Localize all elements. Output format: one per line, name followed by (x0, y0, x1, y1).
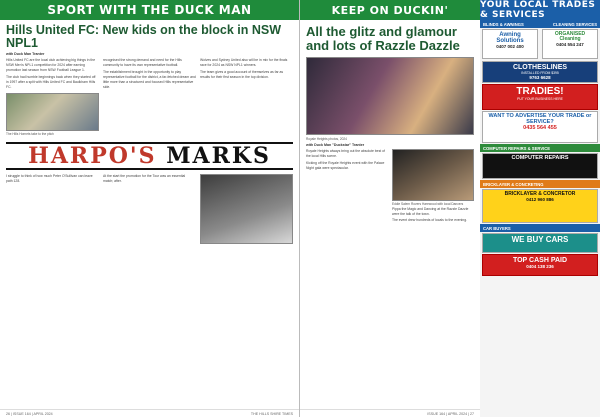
category-car-buyers (480, 224, 600, 232)
category-blinds (480, 20, 600, 28)
ad-phone: 9763 6628 (529, 75, 551, 81)
keep-on-duckin-banner: KEEP ON DUCKIN' (300, 0, 480, 20)
category-label: CLEANING SERVICES (552, 21, 597, 27)
we-buy-cars-ad[interactable] (482, 233, 598, 253)
left-col-1 (6, 58, 99, 136)
mid-col-1 (306, 149, 388, 225)
left-article (0, 56, 299, 138)
mid-headline: All the glitz and glamour and lots of Razzle Dazzle (306, 24, 460, 53)
harpo-photo (200, 174, 293, 244)
bricklayer-ad[interactable] (482, 189, 598, 223)
mid-byline: with Duck Man "Duckstar" Tranter (306, 143, 365, 148)
ad-title: ORGANISED Cleaning (554, 31, 586, 42)
category-computer (480, 144, 600, 152)
paragraph: Kicking off the Royale Heights event with the Palace Night gala were spectacular. (306, 161, 385, 171)
ad-title: WANT TO ADVERTISE YOUR TRADE or SERVICE? (488, 113, 592, 125)
dancers-photo (392, 149, 474, 201)
paragraph: I struggle to think of how much Peter O'Sullivan can leave path 128. (6, 174, 93, 183)
ad-subtitle: INSTALLED FROM $395 (521, 71, 559, 75)
category-label: BRICKLAYER & CONCRETING (483, 181, 544, 187)
left-headline: Hills United FC: New kids on the block in NSW NPL1 (6, 23, 282, 51)
mid-col-2 (392, 149, 474, 225)
tradies-ad[interactable] (482, 84, 598, 110)
ad-phone: 0407 002 400 (496, 44, 524, 49)
publication-name: THE HILLS SHIRE TIMES (250, 411, 293, 416)
left-col-3 (200, 58, 293, 136)
ad-title: TOP CASH PAID (512, 257, 568, 264)
paragraph: Royale Heights always bring out the absolute best of the local Hills scene. (306, 149, 385, 159)
marks-word: MARKS (166, 143, 271, 170)
category-label: CAR BUYERS (483, 225, 511, 231)
category-label: COMPUTER REPAIRS & SERVICE (483, 145, 551, 151)
ad-phone: 0435 564 455 (523, 125, 557, 131)
paragraph: The club had humble beginnings back when they started off in 1997 after a split with Hills United FC and Baulkham Hills FC. (6, 75, 96, 89)
middle-page (300, 0, 480, 417)
ad-title: WE BUY CARS (511, 235, 569, 244)
left-footer (0, 409, 299, 417)
harpo-col-3 (200, 174, 293, 244)
paragraph: recognised the strong demand and need for the Hills community to have its own representative football. (103, 58, 182, 68)
ad-phone: 0412 960 886 (526, 197, 554, 202)
trades-column (480, 0, 600, 417)
paragraph: At the start the promotion for the Tour was an essential match; after. (103, 174, 186, 183)
category-label: BLINDS & AWNINGS (483, 21, 524, 27)
photo-caption: The Hills Hornets take to the pitch (6, 131, 54, 136)
left-byline: with Duck Man Tranter (6, 52, 45, 57)
paragraph: The team gives a good account of themselves as far as results for their first season in the top division. (200, 70, 284, 80)
advertise-ad[interactable] (482, 111, 598, 143)
gala-photo (306, 57, 474, 135)
paragraph: Hills United FC are the local club achieving big things in the NSW Men's NPL1 competition for 2024 after earning promotion last season from NSW Football League 1. (6, 58, 96, 73)
mid-footer (300, 409, 480, 417)
paragraph: Pippa the Magic and Dancing at the Razzle Dazzle were the talk of the town. (392, 206, 469, 216)
computer-ad[interactable] (482, 153, 598, 179)
harpo-article (0, 172, 299, 246)
awning-ad[interactable] (482, 29, 538, 59)
ad-subtitle: PUT YOUR BUSINESS HERE (517, 97, 563, 101)
ad-title: Awning Solutions (496, 32, 524, 44)
ad-title: COMPUTER REPAIRS (511, 155, 569, 161)
right-page-info: ISSUE 164 | APRIL 2024 | 27 (427, 411, 474, 416)
dancers-caption: Eddie Salem Rovers Harewood with local Dancers (392, 202, 464, 207)
team-photo (6, 93, 99, 131)
paragraph: Wolves and Sydney United also will be in mix for the finals race for 2024 as NSW NPL1 winners. (200, 58, 288, 68)
gala-caption: Royale Heights photos, 2024 (306, 137, 347, 142)
category-bricklayer (480, 180, 600, 188)
mid-article (300, 147, 480, 227)
clotheslines-ad[interactable] (482, 61, 598, 83)
trades-banner: YOUR LOCAL TRADES & SERVICES (480, 0, 600, 20)
top-cash-ad[interactable] (482, 254, 598, 276)
ad-phone: 0404 138 236 (526, 264, 554, 269)
harpo-col-1 (6, 174, 99, 244)
ad-title: TRADIES! (516, 86, 564, 97)
ad-title: CLOTHESLINES (512, 64, 568, 71)
left-col-2 (103, 58, 196, 136)
harpo-word: HARPO'S (28, 143, 157, 170)
ad-phone: 0404 554 247 (556, 42, 584, 47)
left-page-info: 26 | ISSUE 164 | APRIL 2024 (6, 411, 53, 416)
cleaning-ad[interactable] (542, 29, 598, 59)
sport-banner: SPORT WITH THE DUCK MAN (0, 0, 299, 20)
paragraph: The event drew hundreds of locals to the evening. (392, 218, 468, 223)
ad-row-1 (480, 28, 600, 60)
harpo-col-2 (103, 174, 196, 244)
paragraph: The establishment brought in the opportunity to play representative football for the district, a far-fetched dream and little more than a structured and focused Hills representative side. (103, 70, 196, 89)
ad-title: BRICKLAYER & CONCRETOR (504, 191, 576, 197)
harpos-marks-title (6, 142, 293, 170)
